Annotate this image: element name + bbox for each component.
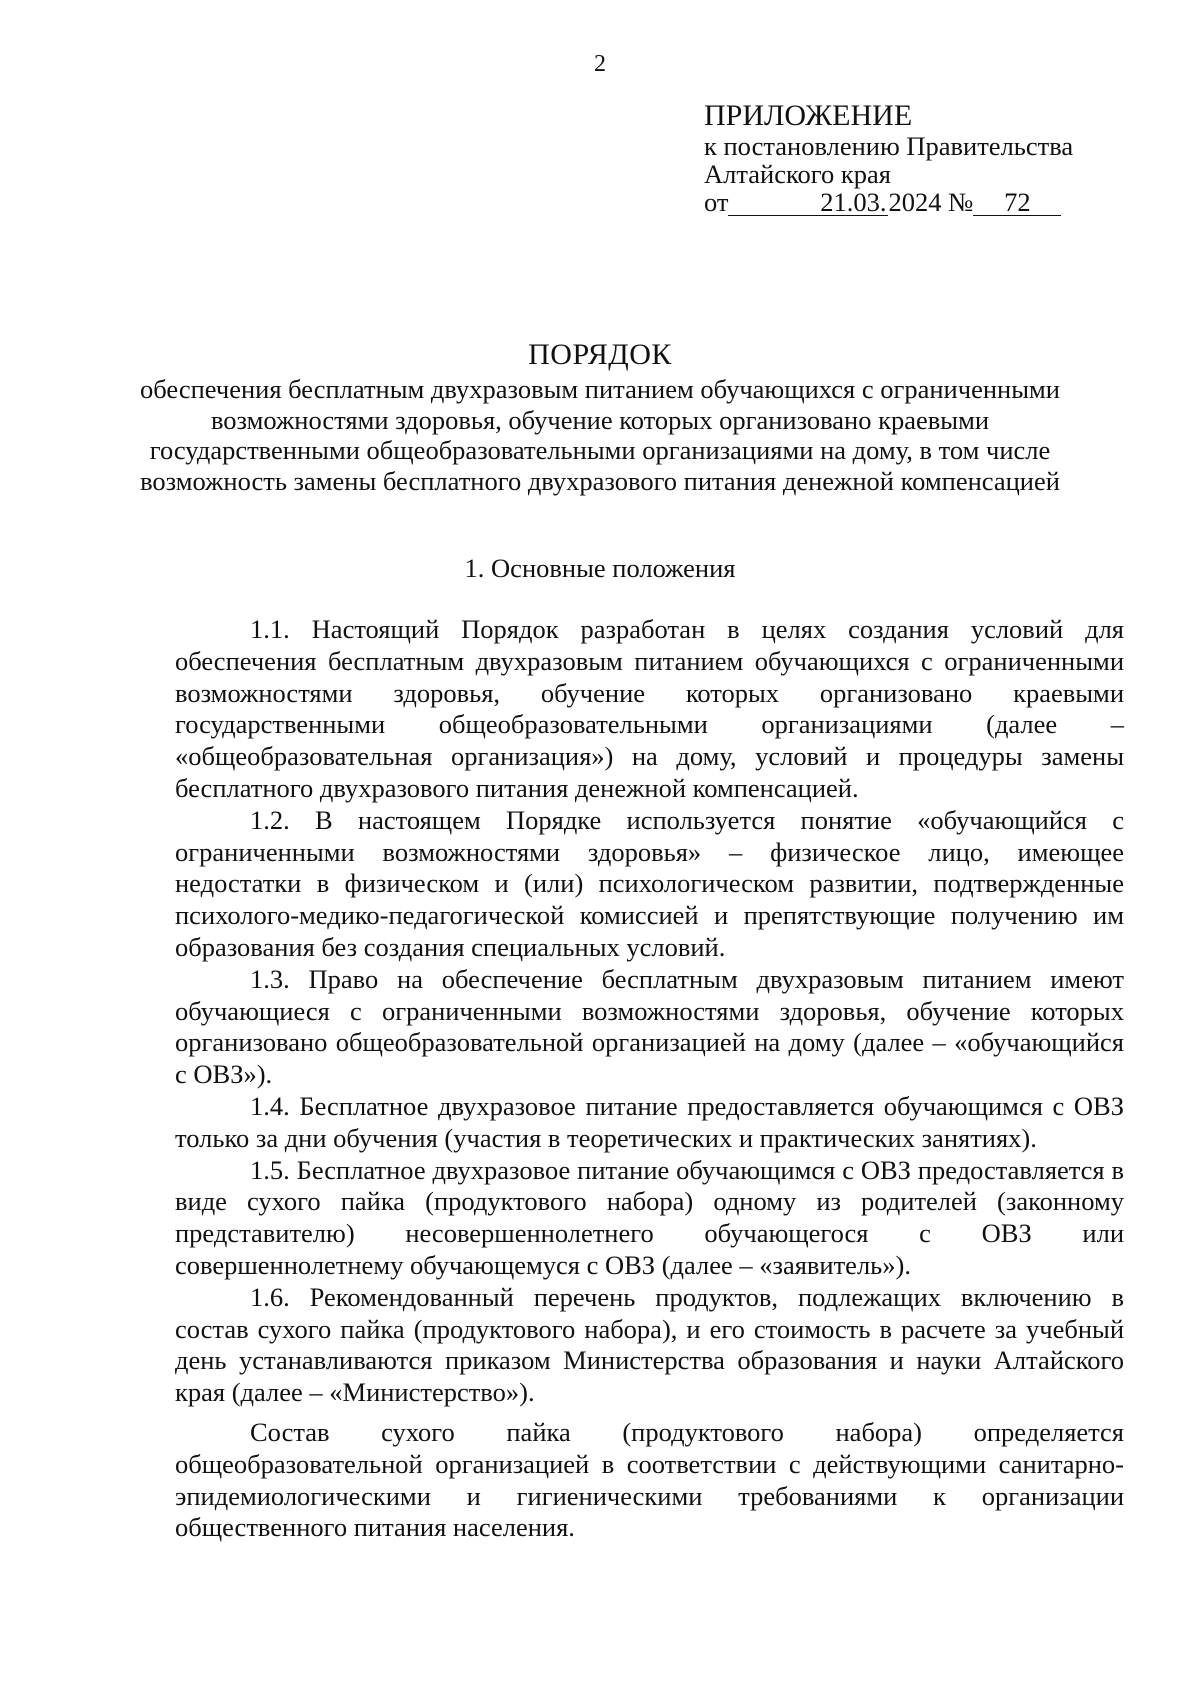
number-field: 72 [973, 189, 1061, 216]
paragraph-1-3: 1.3. Право на обеспечение бесплатным двухразовым питанием имеют обучающиеся с ограниченными возможностями здоровья, обучение которых организовано общеобразовательной организацией на дому (далее – «обучающийся с ОВЗ»). [175, 963, 1124, 1090]
paragraph-1-1: 1.1. Настоящий Порядок разработан в целях создания условий для обеспечения бесплатным двухразовым питанием обучающихся с ограниченными возможностями здоровья, обучение которых организовано краевыми государственными общеобразовательными организациями (далее – «общеобразовательная организация») на дому, условий и процедуры замены бесплатного двухразового питания денежной компенсацией. [175, 614, 1124, 803]
appendix-date-line [704, 188, 1174, 216]
date-field: 21.03. [728, 189, 888, 216]
document-body [175, 614, 1124, 1544]
page-number: 2 [594, 51, 606, 77]
section-heading: 1. Основные положения [464, 553, 736, 583]
date-prefix: от [704, 187, 729, 217]
paragraph-1-6: 1.6. Рекомендованный перечень продуктов, подлежащих включению в состав сухого пайка (продуктового набора), и его стоимость в расчете за учебный день устанавливаются приказом Министерства образования и науки Алтайского края (далее – «Министерство»). [175, 1281, 1124, 1408]
appendix-title: ПРИЛОЖЕНИЕ [704, 99, 913, 132]
appendix-block [704, 100, 1174, 216]
document-title-block [130, 338, 1070, 496]
paragraph-1-2: 1.2. В настоящем Порядке используется понятие «обучающийся с ограниченными возможностями здоровья» – физическое лицо, имеющее недостатки в физическом и (или) психологическом развитии, подтвержденные психолого-медико-педагогической комиссией и препятствующие получению им образования без создания специальных условий. [175, 804, 1124, 962]
paragraph-composition: Состав сухого пайка (продуктового набора) определяется общеобразовательной организацией в соответствии с действующими санитарно-эпидемиологическими и гигиеническими требованиями к организации общественного питания населения. [175, 1416, 1124, 1543]
document-title: ПОРЯДОК [528, 338, 672, 371]
appendix-line-2: Алтайского края [704, 159, 891, 189]
appendix-line-1: к постановлению Правительства [704, 131, 1074, 161]
paragraph-1-4: 1.4. Бесплатное двухразовое питание предоставляется обучающимся с ОВЗ только за дни обучения (участия в теоретических и практических занятиях). [175, 1090, 1124, 1153]
paragraph-1-5: 1.5. Бесплатное двухразовое питание обучающимся с ОВЗ предоставляется в виде сухого пайка (продуктового набора) одному из родителей (законному представителю) несовершеннолетнего обучающегося с ОВЗ или совершеннолетнему обучающемуся с ОВЗ (далее – «заявитель»). [175, 1154, 1124, 1280]
document-subtitle: обеспечения бесплатным двухразовым питанием обучающихся с ограниченными возможностями здоровья, обучение которых организовано краевыми государственными общеобразовательными организациями на дому, в том числе возможность замены бесплатного двухразового питания денежной компенсацией [140, 374, 1060, 496]
year-label: 2024 № [888, 187, 974, 217]
